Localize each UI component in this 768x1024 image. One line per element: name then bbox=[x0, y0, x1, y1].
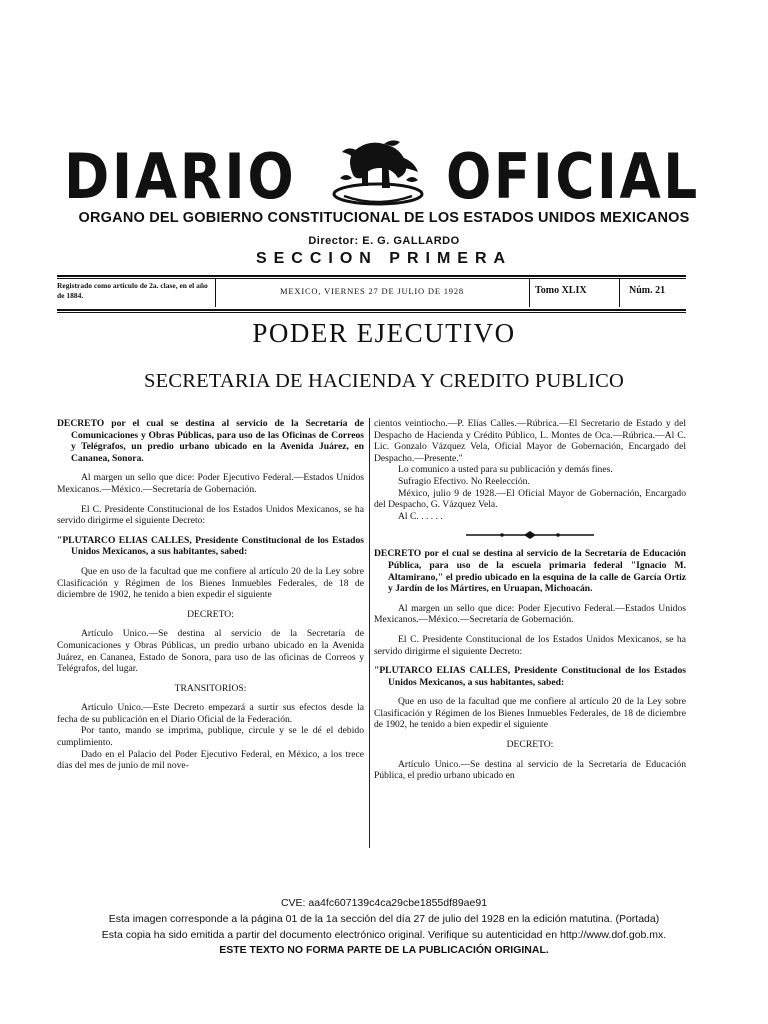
paragraph: Por tanto, mando se imprima, publique, circule y se le dé el debido cumplimiento. bbox=[57, 725, 364, 749]
paragraph: Lo comunico a usted para su publicación y demás fines. bbox=[398, 464, 613, 476]
decree-label: DECRETO: bbox=[506, 739, 554, 751]
divider bbox=[619, 279, 620, 307]
masthead-subtitle: ORGANO DEL GOBIERNO CONSTITUCIONAL DE LOS ESTADOS UNIDOS MEXICANOS bbox=[78, 210, 690, 226]
cve-code: CVE: aa4fc607139c4ca29cbe1855df89ae91 bbox=[280, 897, 488, 909]
paragraph: Al margen un sello que dice: Poder Ejecutivo Federal.—Estados Unidos Mexicanos.—México.—Secretaría de Gobernación. bbox=[57, 472, 364, 495]
president-heading: "PLUTARCO ELIAS CALLES, Presidente Constitucional de los Estados Unidos Mexicanos, a sus habitantes, sabed: bbox=[374, 665, 686, 688]
issue-number: Núm. 21 bbox=[629, 285, 666, 296]
paragraph: Artículo Unico.—Se destina al servicio de la Secretaría de Educación Pública, el predio urbano ubicado en bbox=[374, 758, 686, 782]
top-rule bbox=[57, 275, 686, 277]
ministry-heading: SECRETARIA DE HACIENDA Y CREDITO PUBLICO bbox=[144, 370, 624, 392]
masthead-title-right: OFICIAL bbox=[446, 140, 700, 213]
paragraph: cientos veintiocho.—P. Elías Calles.—Rúbrica.—El Secretario de Estado y del Despacho de Hacienda y Crédito Público, L. Montes de Oca.—Rúbrica.—Al C. Lic. Gonzalo Vázquez Vela, Oficial Mayor de Gobernación, Encargado del Despacho.—Presente." bbox=[374, 418, 686, 464]
paragraph: Al C. . . . . . bbox=[398, 510, 443, 522]
footer-note: Esta copia ha sido emitida a partir del documento electrónico original. Verifique su autenticidad en http://www.dof.gob.mx. bbox=[101, 929, 667, 941]
paragraph: El C. Presidente Constitucional de los Estados Unidos Mexicanos, se ha servido dirigirme el siguiente Decreto: bbox=[57, 503, 364, 527]
column-left bbox=[57, 418, 364, 772]
masthead bbox=[0, 138, 768, 213]
issue-date: MEXICO, VIERNES 27 DE JULIO DE 1928 bbox=[280, 286, 464, 296]
section-heading: PODER EJECUTIVO bbox=[252, 318, 516, 348]
director-line: Director: E. G. GALLARDO bbox=[308, 235, 460, 247]
masthead-title-left: DIARIO bbox=[64, 140, 297, 213]
divider bbox=[215, 279, 216, 307]
paragraph: Dado en el Palacio del Poder Ejecutivo Federal, en México, a los trece días del mes de junio de mil nove- bbox=[57, 748, 364, 772]
volume-number: Tomo XLIX bbox=[535, 285, 587, 296]
registration-note: Registrado como artículo de 2a. clase, en el año de 1884. bbox=[57, 281, 208, 300]
president-heading: "PLUTARCO ELIAS CALLES, Presidente Constitucional de los Estados Unidos Mexicanos, a sus habitantes, sabed: bbox=[57, 534, 364, 558]
paragraph: Artículo Unico.—Este Decreto empezará a surtir sus efectos desde la fecha de su publicación en el Diario Oficial de la Federación. bbox=[57, 702, 364, 725]
ornament-icon bbox=[374, 528, 686, 542]
column-divider bbox=[369, 418, 370, 848]
paragraph: Al margen un sello que dice: Poder Ejecutivo Federal.—Estados Unidos Mexicanos.—México.—Secretaría de Gobernación. bbox=[374, 602, 686, 626]
national-seal-icon bbox=[322, 138, 434, 210]
footer-disclaimer: ESTE TEXTO NO FORMA PARTE DE LA PUBLICACIÓN ORIGINAL. bbox=[219, 944, 549, 956]
paragraph: Que en uso de la facultad que me confiere al artículo 20 de la Ley sobre Clasificación y Régimen de los Bienes Inmuebles Federales, de 18 de diciembre de 1902, he tenido a bien expedir el siguiente bbox=[374, 696, 686, 731]
paragraph: El C. Presidente Constitucional de los Estados Unidos Mexicanos, se ha servido dirigirme el siguiente Decreto: bbox=[374, 633, 686, 657]
paragraph: Artículo Unico.—Se destina al servicio de la Secretaría de Comunicaciones y Obras Públicas, un predio urbano ubicado en la Avenida Juárez, en Cananea, Estado de Sonora, para uso de las oficinas de Correos y Telégrafos, del lugar. bbox=[57, 628, 364, 675]
bottom-rule-thin bbox=[57, 312, 686, 313]
decree-title: DECRETO por el cual se destina al servicio de la Secretaría de Educación Pública, para uso de la escuela primaria federal "Ignacio M. Altamirano," el predio ubicado en la esquina de la calle de García Ortiz y Jardín de los Mártires, en Uruapan, Michoacán. bbox=[374, 548, 686, 595]
paragraph: Que en uso de la facultad que me confiere al artículo 20 de la Ley sobre Clasificación y Régimen de los Bienes Inmuebles Federales, de 18 de diciembre de 1902, he tenido a bien expedir el siguiente bbox=[57, 565, 364, 601]
section-label: SECCION PRIMERA bbox=[255, 250, 513, 267]
decree-title: DECRETO por el cual se destina al servicio de la Secretaría de Comunicaciones y Obras Públicas, para uso de las Oficinas de Correos y Telégrafos, un predio urbano ubicado en la Avenida Juárez, en Cananea, Sonora. bbox=[57, 418, 364, 464]
decree-label: DECRETO: bbox=[187, 608, 234, 620]
ornamental-divider bbox=[374, 528, 686, 542]
paragraph: México, julio 9 de 1928.—El Oficial Mayor de Gobernación, Encargado del Despacho, G. Vázquez Vela. bbox=[374, 487, 686, 511]
transitory-label: TRANSITORIOS: bbox=[174, 682, 247, 694]
divider bbox=[529, 279, 530, 307]
column-right bbox=[374, 418, 686, 782]
paragraph: Sufragio Efectivo. No Reelección. bbox=[398, 475, 530, 487]
bottom-rule bbox=[57, 309, 686, 311]
issue-info-bar bbox=[57, 279, 686, 307]
footer-note: Esta imagen corresponde a la página 01 de la 1a sección del día 27 de julio del 1928 en la edición matutina. (Portada) bbox=[108, 913, 660, 925]
